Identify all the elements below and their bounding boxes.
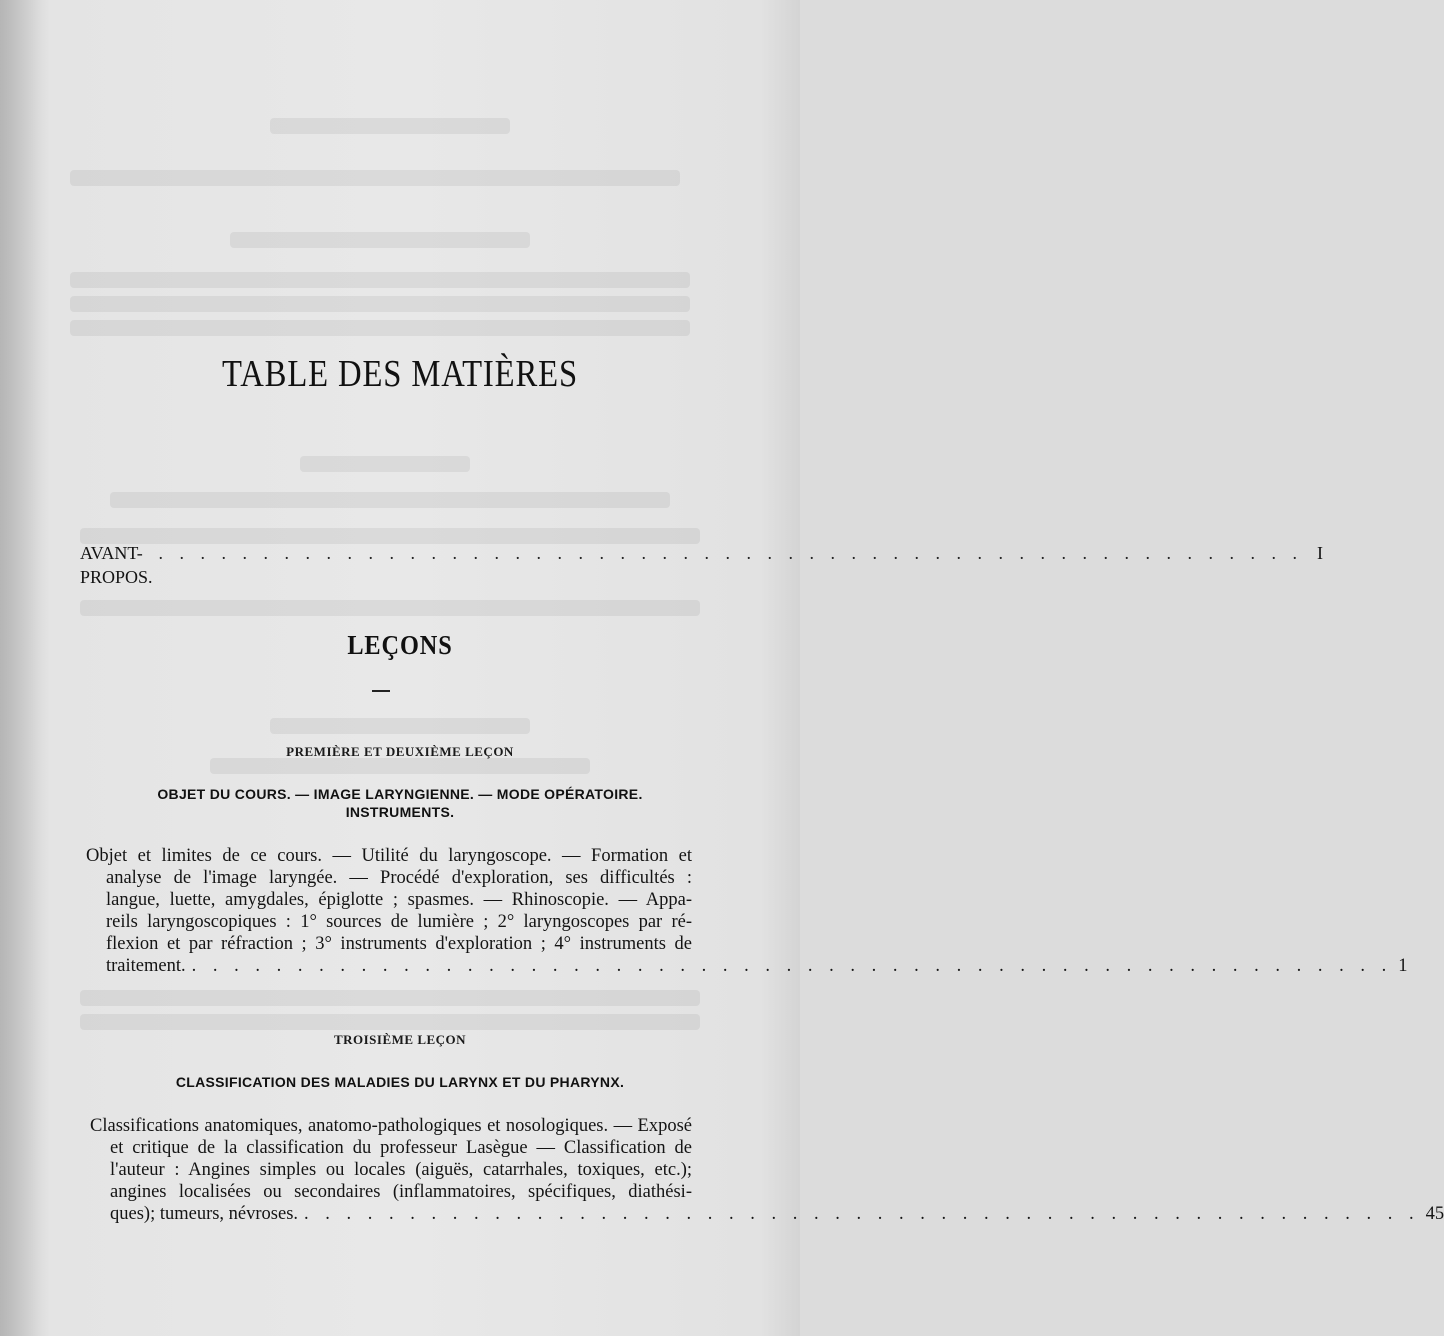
summary-line: ques); tumeurs, névroses. <box>110 1204 299 1224</box>
lecon-label: PREMIÈRE ET DEUXIÈME LEÇON <box>286 744 514 759</box>
summary-line: Classifications anatomiques, anatomo-pathologiques et nosologiques. — Exposé <box>90 1116 692 1136</box>
summary-last-line <box>86 955 1408 977</box>
bleed-through-mark <box>210 758 590 774</box>
summary-last-line <box>90 1203 1444 1225</box>
lecon-title-line: INSTRUMENTS. <box>345 804 455 820</box>
bleed-through-mark <box>70 320 690 336</box>
lecon-title <box>100 785 700 821</box>
page-gutter-shadow <box>0 0 50 1336</box>
bleed-through-mark <box>70 170 680 186</box>
lecon-title <box>100 1073 700 1091</box>
section-heading: LEÇONS <box>347 630 453 660</box>
toc-page-number: 45 <box>1425 1204 1444 1224</box>
lecon-label: TROISIÈME LEÇON <box>333 1032 467 1047</box>
lecon-summary <box>86 845 1408 977</box>
summary-line: traitement. <box>106 956 186 976</box>
toc-entry-avant-propos <box>80 541 1324 589</box>
summary-line: angines localisées ou secondaires (inflammatoires, spécifiques, diathési- <box>110 1182 692 1202</box>
bleed-through-mark <box>270 718 530 734</box>
summary-line: Objet et limites de ce cours. — Utilité du laryngoscope. — Formation et <box>86 846 692 866</box>
bleed-through-mark <box>80 990 700 1006</box>
bleed-through-mark <box>270 118 510 134</box>
toc-page-number: I <box>1317 543 1324 563</box>
dot-leader: . . . . . . . . . . . . . . . . . . . . . . . . . . . . . . . . . . . . . . . . . . . . . . . . . . . . . . . . . <box>191 956 1393 976</box>
lecon-summary <box>90 1115 1444 1225</box>
summary-line: analyse de l'image laryngée. — Procédé d'exploration, ses difficultés : <box>106 868 692 888</box>
page-title: TABLE DES MATIÈRES <box>221 353 579 395</box>
lecon-title-line: CLASSIFICATION DES MALADIES DU LARYNX ET DU PHARYNX. <box>175 1074 625 1090</box>
toc-entry-label: AVANT-PROPOS. <box>80 543 153 587</box>
bleed-through-mark <box>70 296 690 312</box>
bleed-through-mark <box>70 272 690 288</box>
bleed-through-mark <box>80 1014 700 1030</box>
dot-leader: . . . . . . . . . . . . . . . . . . . . . . . . . . . . . . . . . . . . . . . . . . . . . . . . . . . . . <box>304 1204 1420 1224</box>
summary-line: reils laryngoscopiques : 1° sources de lumière ; 2° laryngoscopes par ré- <box>106 912 692 932</box>
toc-page-number: 1 <box>1398 956 1408 976</box>
summary-line: l'auteur : Angines simples ou locales (aiguës, catarrhales, toxiques, etc.); <box>110 1160 692 1180</box>
bleed-through-mark <box>80 600 700 616</box>
bleed-through-mark <box>110 492 670 508</box>
summary-line: et critique de la classification du professeur Lasègue — Classification de <box>110 1138 692 1158</box>
lecon-title-line: OBJET DU COURS. — IMAGE LARYNGIENNE. — MODE OPÉRATOIRE. <box>157 786 643 802</box>
dot-leader: . . . . . . . . . . . . . . . . . . . . . . . . . . . . . . . . . . . . . . . . . . . . . . . . . . . . . . . <box>158 543 1304 563</box>
summary-line: flexion et par réfraction ; 3° instruments d'exploration ; 4° instruments de <box>106 934 692 954</box>
bleed-through-mark <box>230 232 530 248</box>
summary-line: langue, luette, amygdales, épiglotte ; spasmes. — Rhinoscopie. — Appa- <box>106 890 692 910</box>
section-divider <box>372 690 390 692</box>
bleed-through-mark <box>300 456 470 472</box>
